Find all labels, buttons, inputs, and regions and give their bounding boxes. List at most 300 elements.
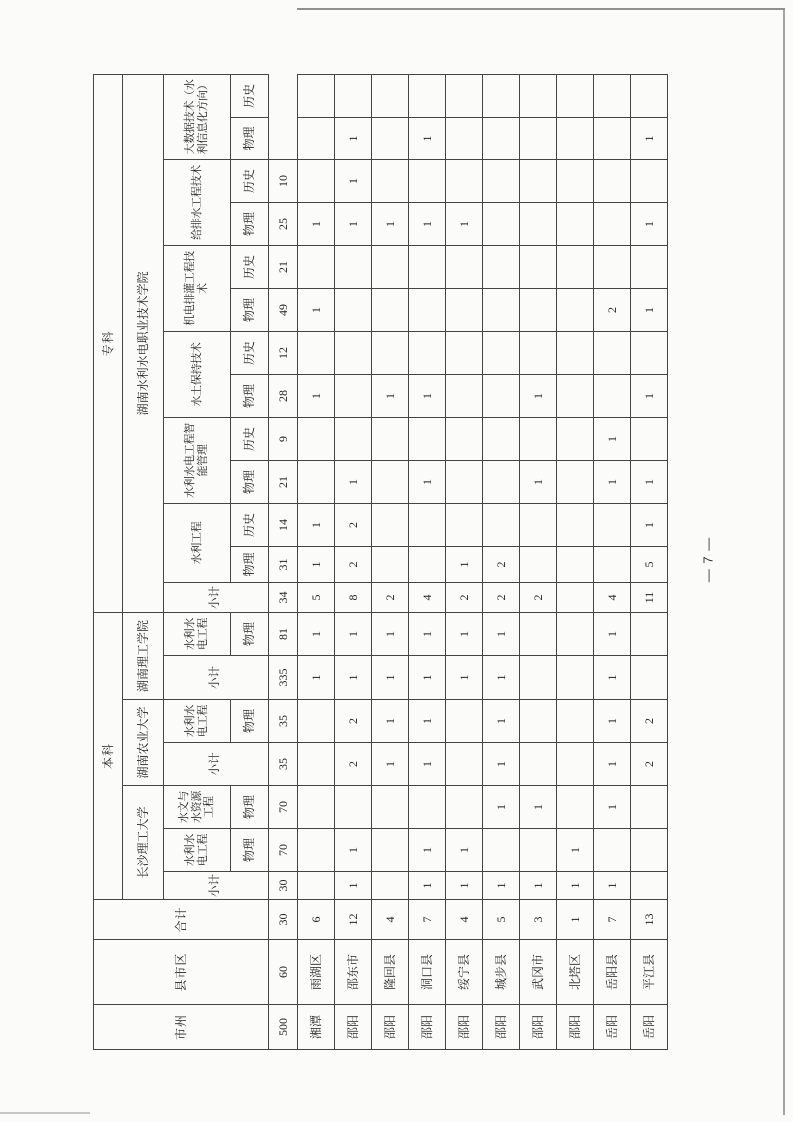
value-cell: [594, 331, 631, 374]
value-cell: [335, 786, 372, 829]
value-cell: [594, 117, 631, 159]
header-school-hnist: 湖南理工学院: [123, 612, 164, 699]
value-cell: [409, 331, 446, 374]
value-cell: 8: [335, 582, 372, 612]
admissions-table: [93, 74, 668, 1050]
value-cell: [372, 786, 409, 829]
value-cell: [483, 159, 520, 202]
value-cell: 1: [372, 743, 409, 786]
value-cell: [483, 245, 520, 288]
value-cell: [298, 117, 335, 159]
value-cell: 1: [483, 786, 520, 829]
totals-cell: 9: [269, 417, 298, 460]
rotated-table-area: [93, 75, 667, 1050]
header-major-water-supply: 给排水工程技术: [164, 159, 231, 245]
value-cell: [631, 612, 668, 655]
value-cell: [594, 829, 631, 872]
value-cell: [520, 829, 557, 872]
value-cell: [631, 829, 668, 872]
city-cell: 邵阳: [372, 1005, 409, 1050]
value-cell: [557, 117, 594, 159]
value-cell: [372, 460, 409, 503]
value-cell: 5: [298, 582, 335, 612]
district-cell: 城步县: [483, 940, 520, 1005]
value-cell: 1: [372, 700, 409, 743]
value-cell: 1: [557, 872, 594, 900]
value-cell: [520, 743, 557, 786]
value-cell: [446, 417, 483, 460]
city-cell: 邵阳: [483, 1005, 520, 1050]
value-cell: 2: [335, 546, 372, 582]
value-cell: [483, 331, 520, 374]
value-cell: 1: [594, 612, 631, 655]
header-major-csust-hydro: 水利水电工程: [164, 829, 231, 872]
header-subject-physics: 物理: [231, 829, 269, 872]
value-cell: 1: [335, 460, 372, 503]
header-school-csust: 长沙理工大学: [123, 786, 164, 900]
header-subject-history: 历史: [231, 331, 269, 374]
value-cell: 1: [631, 503, 668, 546]
value-cell: [557, 288, 594, 331]
value-cell: [409, 159, 446, 202]
header-level-vocational: 专科: [94, 74, 123, 612]
value-cell: [557, 202, 594, 245]
value-cell: [520, 331, 557, 374]
value-cell: [298, 786, 335, 829]
value-cell: [557, 612, 594, 655]
value-cell: 2: [335, 743, 372, 786]
city-cell: 邵阳: [520, 1005, 557, 1050]
value-cell: 1: [594, 417, 631, 460]
header-major-csust-hydrology: 水文与水资源工程: [164, 786, 231, 829]
data-row: [298, 74, 335, 1049]
value-cell: 1: [409, 829, 446, 872]
value-cell: 2: [520, 582, 557, 612]
district-cell: 洞口县: [409, 940, 446, 1005]
value-cell: [631, 159, 668, 202]
city-cell: 邵阳: [335, 1005, 372, 1050]
value-cell: [335, 74, 372, 117]
totals-cell: 21: [269, 460, 298, 503]
value-cell: 1: [409, 700, 446, 743]
value-cell: 1: [409, 656, 446, 700]
value-cell: [409, 245, 446, 288]
header-major-big-data: 大数据技术（水利信息化方向）: [164, 74, 231, 159]
district-cell: 隆回县: [372, 940, 409, 1005]
header-subject-physics: 物理: [231, 786, 269, 829]
header-total: 合计: [94, 900, 269, 940]
totals-cell: 14: [269, 503, 298, 546]
value-cell: [446, 460, 483, 503]
city-cell: 邵阳: [557, 1005, 594, 1050]
value-cell: [520, 202, 557, 245]
value-cell: [372, 417, 409, 460]
value-cell: 1: [335, 829, 372, 872]
value-cell: 1: [520, 872, 557, 900]
header-level-undergraduate: 本科: [94, 612, 123, 899]
data-row: [520, 74, 557, 1049]
value-cell: 6: [298, 900, 335, 940]
value-cell: [446, 74, 483, 117]
value-cell: 4: [409, 582, 446, 612]
value-cell: 1: [335, 656, 372, 700]
totals-row: [269, 74, 298, 1049]
value-cell: 4: [594, 582, 631, 612]
value-cell: 7: [594, 900, 631, 940]
value-cell: 1: [335, 202, 372, 245]
value-cell: [335, 245, 372, 288]
value-cell: [557, 546, 594, 582]
totals-cell: 10: [269, 159, 298, 202]
header-subject-physics: 物理: [231, 202, 269, 245]
value-cell: [594, 202, 631, 245]
totals-cell: 70: [269, 829, 298, 872]
value-cell: [557, 786, 594, 829]
value-cell: 1: [409, 117, 446, 159]
data-row: [372, 74, 409, 1049]
value-cell: [557, 460, 594, 503]
totals-cell: 28: [269, 374, 298, 417]
value-cell: [520, 700, 557, 743]
value-cell: 2: [483, 546, 520, 582]
value-cell: 3: [520, 900, 557, 940]
value-cell: 2: [446, 582, 483, 612]
value-cell: 1: [409, 202, 446, 245]
city-cell: 岳阳: [631, 1005, 668, 1050]
value-cell: 1: [335, 612, 372, 655]
value-cell: [631, 872, 668, 900]
value-cell: 1: [298, 612, 335, 655]
value-cell: 1: [298, 202, 335, 245]
value-cell: [631, 245, 668, 288]
header-subject-physics: 物理: [231, 612, 269, 655]
value-cell: [631, 417, 668, 460]
value-cell: [557, 656, 594, 700]
header-major-hnist-hydro: 水利水电工程: [164, 612, 231, 655]
value-cell: [446, 700, 483, 743]
city-cell: 湘潭: [298, 1005, 335, 1050]
header-major-hunau-hydro: 水利水电工程: [164, 700, 231, 743]
data-row: [335, 74, 372, 1049]
header-subject-physics: 物理: [231, 117, 269, 159]
value-cell: 1: [298, 546, 335, 582]
value-cell: [557, 159, 594, 202]
value-cell: [446, 374, 483, 417]
value-cell: [372, 159, 409, 202]
value-cell: [483, 829, 520, 872]
totals-cell: 31: [269, 546, 298, 582]
data-row: [446, 74, 483, 1049]
value-cell: 1: [372, 656, 409, 700]
value-cell: 1: [520, 786, 557, 829]
value-cell: [372, 872, 409, 900]
totals-cell: 335: [269, 656, 298, 700]
value-cell: [372, 331, 409, 374]
value-cell: 1: [446, 872, 483, 900]
value-cell: 1: [557, 829, 594, 872]
value-cell: 2: [631, 743, 668, 786]
value-cell: [520, 612, 557, 655]
value-cell: 1: [631, 202, 668, 245]
value-cell: 1: [520, 460, 557, 503]
value-cell: [446, 331, 483, 374]
header-subject-physics: 物理: [231, 374, 269, 417]
value-cell: [520, 117, 557, 159]
value-cell: [409, 288, 446, 331]
value-cell: [298, 460, 335, 503]
value-cell: [446, 245, 483, 288]
district-cell: 岳阳县: [594, 940, 631, 1005]
value-cell: 4: [372, 900, 409, 940]
value-cell: [446, 117, 483, 159]
value-cell: [557, 331, 594, 374]
value-cell: [483, 74, 520, 117]
value-cell: [298, 159, 335, 202]
value-cell: 1: [335, 159, 372, 202]
header-major-water-eng: 水利工程: [164, 503, 231, 582]
value-cell: [631, 656, 668, 700]
value-cell: [594, 159, 631, 202]
value-cell: [409, 786, 446, 829]
value-cell: [520, 546, 557, 582]
value-cell: [409, 74, 446, 117]
value-cell: [557, 700, 594, 743]
value-cell: 2: [631, 700, 668, 743]
value-cell: [298, 700, 335, 743]
value-cell: [372, 546, 409, 582]
value-cell: [298, 872, 335, 900]
value-cell: 1: [631, 117, 668, 159]
value-cell: [372, 288, 409, 331]
header-subject-history: 历史: [231, 417, 269, 460]
value-cell: [446, 288, 483, 331]
value-cell: [298, 331, 335, 374]
header-subject-physics: 物理: [231, 288, 269, 331]
value-cell: 1: [409, 612, 446, 655]
value-cell: [446, 743, 483, 786]
value-cell: [483, 417, 520, 460]
value-cell: [483, 503, 520, 546]
header-city: 市州: [94, 1005, 269, 1050]
value-cell: [298, 417, 335, 460]
data-row: [409, 74, 446, 1049]
value-cell: 1: [409, 460, 446, 503]
value-cell: [483, 202, 520, 245]
header-subject-history: 历史: [231, 245, 269, 288]
totals-cell: 34: [269, 582, 298, 612]
value-cell: [520, 245, 557, 288]
value-cell: [409, 503, 446, 546]
value-cell: [631, 786, 668, 829]
city-cell: 邵阳: [446, 1005, 483, 1050]
header-subtotal-hnwr: 小计: [164, 582, 269, 612]
value-cell: 1: [446, 546, 483, 582]
value-cell: [520, 159, 557, 202]
value-cell: 5: [483, 900, 520, 940]
data-row: [557, 74, 594, 1049]
value-cell: [557, 503, 594, 546]
totals-cell: 35: [269, 743, 298, 786]
value-cell: [409, 417, 446, 460]
value-cell: 1: [409, 872, 446, 900]
value-cell: [446, 786, 483, 829]
totals-cell: 60: [269, 940, 298, 1005]
value-cell: [372, 117, 409, 159]
value-cell: [557, 743, 594, 786]
value-cell: [520, 417, 557, 460]
totals-cell: 30: [269, 900, 298, 940]
value-cell: 4: [446, 900, 483, 940]
value-cell: 1: [409, 743, 446, 786]
header-subject-physics: 物理: [231, 546, 269, 582]
value-cell: 1: [446, 202, 483, 245]
header-subject-history: 历史: [231, 74, 269, 117]
value-cell: 1: [298, 503, 335, 546]
value-cell: 1: [409, 374, 446, 417]
value-cell: 1: [335, 872, 372, 900]
district-cell: 北塔区: [557, 940, 594, 1005]
value-cell: [298, 829, 335, 872]
totals-cell: 35: [269, 700, 298, 743]
value-cell: 1: [483, 743, 520, 786]
scan-edge-top: [297, 8, 785, 10]
value-cell: [483, 288, 520, 331]
admissions-table-rotated: [93, 75, 668, 1050]
value-cell: [335, 288, 372, 331]
header-major-smart-mgmt: 水利水电工程智能管理: [164, 417, 231, 503]
value-cell: 1: [594, 656, 631, 700]
totals-cell: 81: [269, 612, 298, 655]
value-cell: 1: [372, 202, 409, 245]
value-cell: [557, 582, 594, 612]
value-cell: [520, 288, 557, 331]
value-cell: [483, 460, 520, 503]
value-cell: [520, 656, 557, 700]
value-cell: [372, 829, 409, 872]
totals-cell: 49: [269, 288, 298, 331]
value-cell: 1: [557, 900, 594, 940]
value-cell: [557, 74, 594, 117]
scan-edge-right: [783, 10, 785, 1115]
header-subject-history: 历史: [231, 503, 269, 546]
value-cell: [594, 503, 631, 546]
value-cell: [594, 374, 631, 417]
value-cell: [557, 374, 594, 417]
value-cell: 1: [483, 872, 520, 900]
header-school-hunau: 湖南农业大学: [123, 700, 164, 786]
table-header: [94, 74, 269, 1049]
value-cell: [335, 374, 372, 417]
value-cell: 1: [372, 612, 409, 655]
value-cell: [631, 74, 668, 117]
district-cell: 邵东市: [335, 940, 372, 1005]
value-cell: 7: [409, 900, 446, 940]
header-subject-physics: 物理: [231, 700, 269, 743]
value-cell: [520, 503, 557, 546]
data-row: [631, 74, 668, 1049]
header-subtotal-hnist: 小计: [164, 656, 269, 700]
header-major-soil-conservation: 水土保持技术: [164, 331, 231, 417]
header-subject-history: 历史: [231, 159, 269, 202]
value-cell: 5: [631, 546, 668, 582]
data-row: [483, 74, 520, 1049]
value-cell: 2: [335, 700, 372, 743]
page-number: — 7 —: [700, 536, 716, 583]
value-cell: [372, 503, 409, 546]
value-cell: 13: [631, 900, 668, 940]
value-cell: 12: [335, 900, 372, 940]
value-cell: 1: [298, 656, 335, 700]
value-cell: [446, 503, 483, 546]
value-cell: [557, 417, 594, 460]
value-cell: 1: [594, 700, 631, 743]
district-cell: 武冈市: [520, 940, 557, 1005]
data-row: [594, 74, 631, 1049]
totals-cell: 70: [269, 786, 298, 829]
header-subtotal-hunau: 小计: [164, 743, 269, 786]
value-cell: [446, 159, 483, 202]
totals-cell: 500: [269, 1005, 298, 1050]
value-cell: 2: [335, 503, 372, 546]
value-cell: [483, 117, 520, 159]
value-cell: 1: [483, 656, 520, 700]
value-cell: [335, 417, 372, 460]
value-cell: 1: [594, 460, 631, 503]
value-cell: [631, 331, 668, 374]
table-body: [269, 74, 668, 1049]
value-cell: [335, 331, 372, 374]
value-cell: [298, 743, 335, 786]
value-cell: 1: [483, 612, 520, 655]
scan-edge-bottom: [0, 1112, 90, 1114]
district-cell: 雨湖区: [298, 940, 335, 1005]
value-cell: 1: [520, 374, 557, 417]
value-cell: 1: [631, 460, 668, 503]
value-cell: 1: [298, 374, 335, 417]
value-cell: [409, 546, 446, 582]
value-cell: [372, 74, 409, 117]
value-cell: 1: [594, 872, 631, 900]
value-cell: 1: [372, 374, 409, 417]
header-district: 县市区: [94, 940, 269, 1005]
city-cell: 邵阳: [409, 1005, 446, 1050]
value-cell: 11: [631, 582, 668, 612]
totals-cell: 25: [269, 202, 298, 245]
totals-cell: 12: [269, 331, 298, 374]
header-school-hnwr: 湖南水利水电职业技术学院: [123, 74, 164, 612]
header-major-electromech-irrigation: 机电排灌工程技术: [164, 245, 231, 331]
value-cell: 1: [631, 374, 668, 417]
value-cell: 1: [335, 117, 372, 159]
value-cell: 1: [631, 288, 668, 331]
value-cell: 1: [483, 700, 520, 743]
district-cell: 绥宁县: [446, 940, 483, 1005]
value-cell: [372, 245, 409, 288]
value-cell: 2: [483, 582, 520, 612]
totals-cell: 30: [269, 872, 298, 900]
value-cell: 1: [446, 829, 483, 872]
district-cell: 平江县: [631, 940, 668, 1005]
value-cell: 1: [446, 612, 483, 655]
value-cell: [520, 74, 557, 117]
value-cell: [557, 245, 594, 288]
value-cell: [594, 546, 631, 582]
header-subject-physics: 物理: [231, 460, 269, 503]
value-cell: 2: [372, 582, 409, 612]
value-cell: [483, 374, 520, 417]
value-cell: 2: [594, 288, 631, 331]
value-cell: 1: [594, 786, 631, 829]
